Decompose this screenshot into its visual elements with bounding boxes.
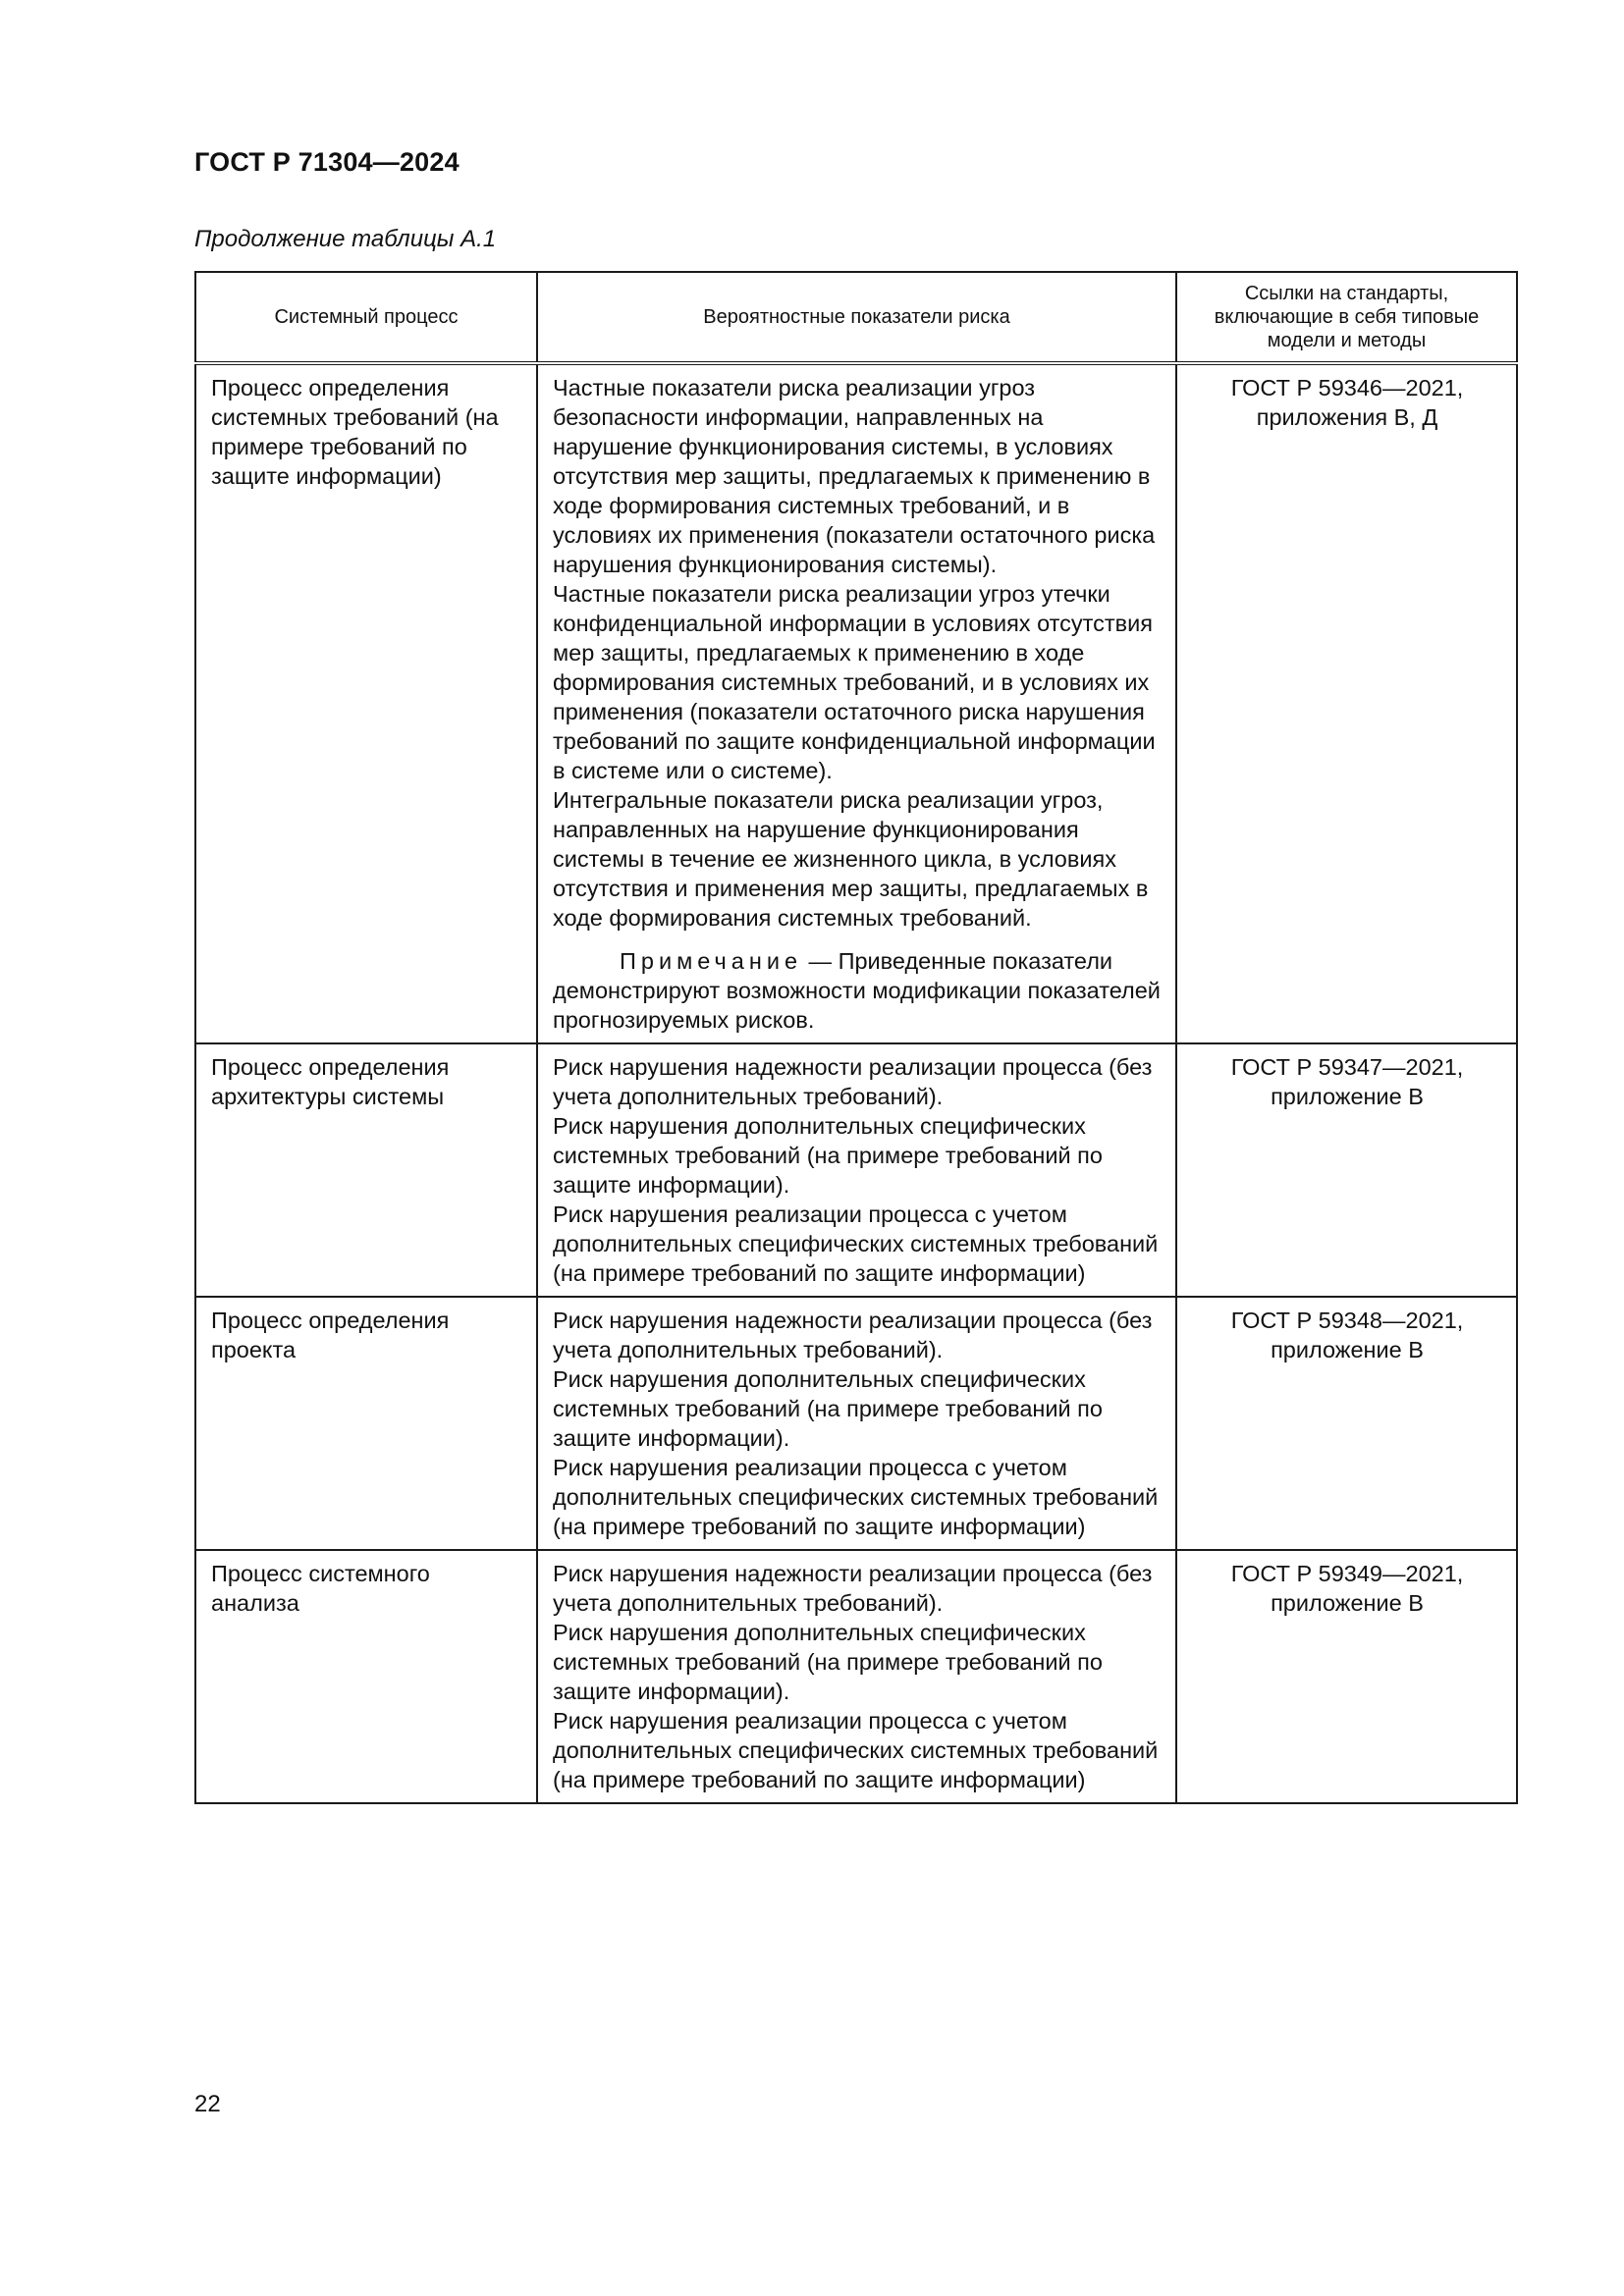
column-header-references: Ссылки на стандарты, включающие в себя типовые модели и методы bbox=[1176, 272, 1517, 363]
indicator-text: Частные показатели риска реализации угроз безопасности информации, направленных на нарушение функционирования системы, в условиях отсутствия мер защиты, предлагаемых к применению в ходе формирования системных требований, и в условиях их применения (показатели остаточного риска нарушения функционирования системы). bbox=[553, 375, 1156, 577]
table-continuation-caption: Продолжение таблицы А.1 bbox=[194, 226, 497, 252]
document-code: ГОСТ Р 71304—2024 bbox=[194, 147, 460, 177]
indicator-text: Риск нарушения дополнительных специфических системных требований (на примере требований по защите информации). bbox=[553, 1620, 1103, 1704]
indicator-text: Риск нарушения реализации процесса с учетом дополнительных специфических системных требований (на примере требований по защите информации) bbox=[553, 1455, 1159, 1539]
indicator-text: Риск нарушения дополнительных специфических системных требований (на примере требований по защите информации). bbox=[553, 1113, 1103, 1198]
table-row bbox=[195, 1550, 1517, 1803]
indicator-text: Риск нарушения надежности реализации процесса (без учета дополнительных требований). bbox=[553, 1561, 1153, 1616]
indicator-text: Риск нарушения дополнительных специфических системных требований (на примере требований по защите информации). bbox=[553, 1366, 1103, 1451]
note-text: — Приведенные показатели демонстрируют возможности модификации показателей прогнозируемых рисков. bbox=[553, 948, 1161, 1033]
column-header-process: Системный процесс bbox=[195, 272, 537, 363]
process-cell: Процесс определения системных требований (на примере требований по защите информации) bbox=[195, 363, 537, 1043]
process-cell: Процесс определения проекта bbox=[195, 1297, 537, 1550]
indicators-cell bbox=[537, 1297, 1176, 1550]
process-cell: Процесс определения архитектуры системы bbox=[195, 1043, 537, 1297]
indicators-cell bbox=[537, 1550, 1176, 1803]
indicator-text: Риск нарушения реализации процесса с учетом дополнительных специфических системных требований (на примере требований по защите информации) bbox=[553, 1708, 1159, 1792]
indicator-text: Риск нарушения надежности реализации процесса (без учета дополнительных требований). bbox=[553, 1054, 1153, 1109]
note-label: Примечание bbox=[620, 948, 803, 974]
table-note bbox=[553, 946, 1162, 1035]
process-cell: Процесс системного анализа bbox=[195, 1550, 537, 1803]
references-cell: ГОСТ Р 59347—2021, приложение В bbox=[1176, 1043, 1517, 1297]
column-header-indicators: Вероятностные показатели риска bbox=[537, 272, 1176, 363]
indicators-cell bbox=[537, 363, 1176, 1043]
indicator-text: Риск нарушения реализации процесса с учетом дополнительных специфических системных требований (на примере требований по защите информации) bbox=[553, 1201, 1159, 1286]
page-number: 22 bbox=[194, 2091, 221, 2117]
references-cell: ГОСТ Р 59346—2021, приложения В, Д bbox=[1176, 363, 1517, 1043]
table-row bbox=[195, 1043, 1517, 1297]
table-row bbox=[195, 1297, 1517, 1550]
references-cell: ГОСТ Р 59348—2021, приложение В bbox=[1176, 1297, 1517, 1550]
table-header-row bbox=[195, 272, 1517, 363]
indicator-text: Частные показатели риска реализации угроз утечки конфиденциальной информации в условиях отсутствия мер защиты, предлагаемых к применению в ходе формирования системных требований, и в условиях их применения (показатели остаточного риска нарушения требований по защите конфиденциальной информации в системе или о системе). bbox=[553, 581, 1156, 783]
table-row bbox=[195, 363, 1517, 1043]
risk-indicators-table bbox=[194, 271, 1518, 1804]
indicator-text: Интегральные показатели риска реализации угроз, направленных на нарушение функционирования системы в течение ее жизненного цикла, в условиях отсутствия и применения мер защиты, предлагаемых в ходе формирования системных требований. bbox=[553, 787, 1149, 931]
indicator-text: Риск нарушения надежности реализации процесса (без учета дополнительных требований). bbox=[553, 1308, 1153, 1362]
references-cell: ГОСТ Р 59349—2021, приложение В bbox=[1176, 1550, 1517, 1803]
indicators-cell bbox=[537, 1043, 1176, 1297]
